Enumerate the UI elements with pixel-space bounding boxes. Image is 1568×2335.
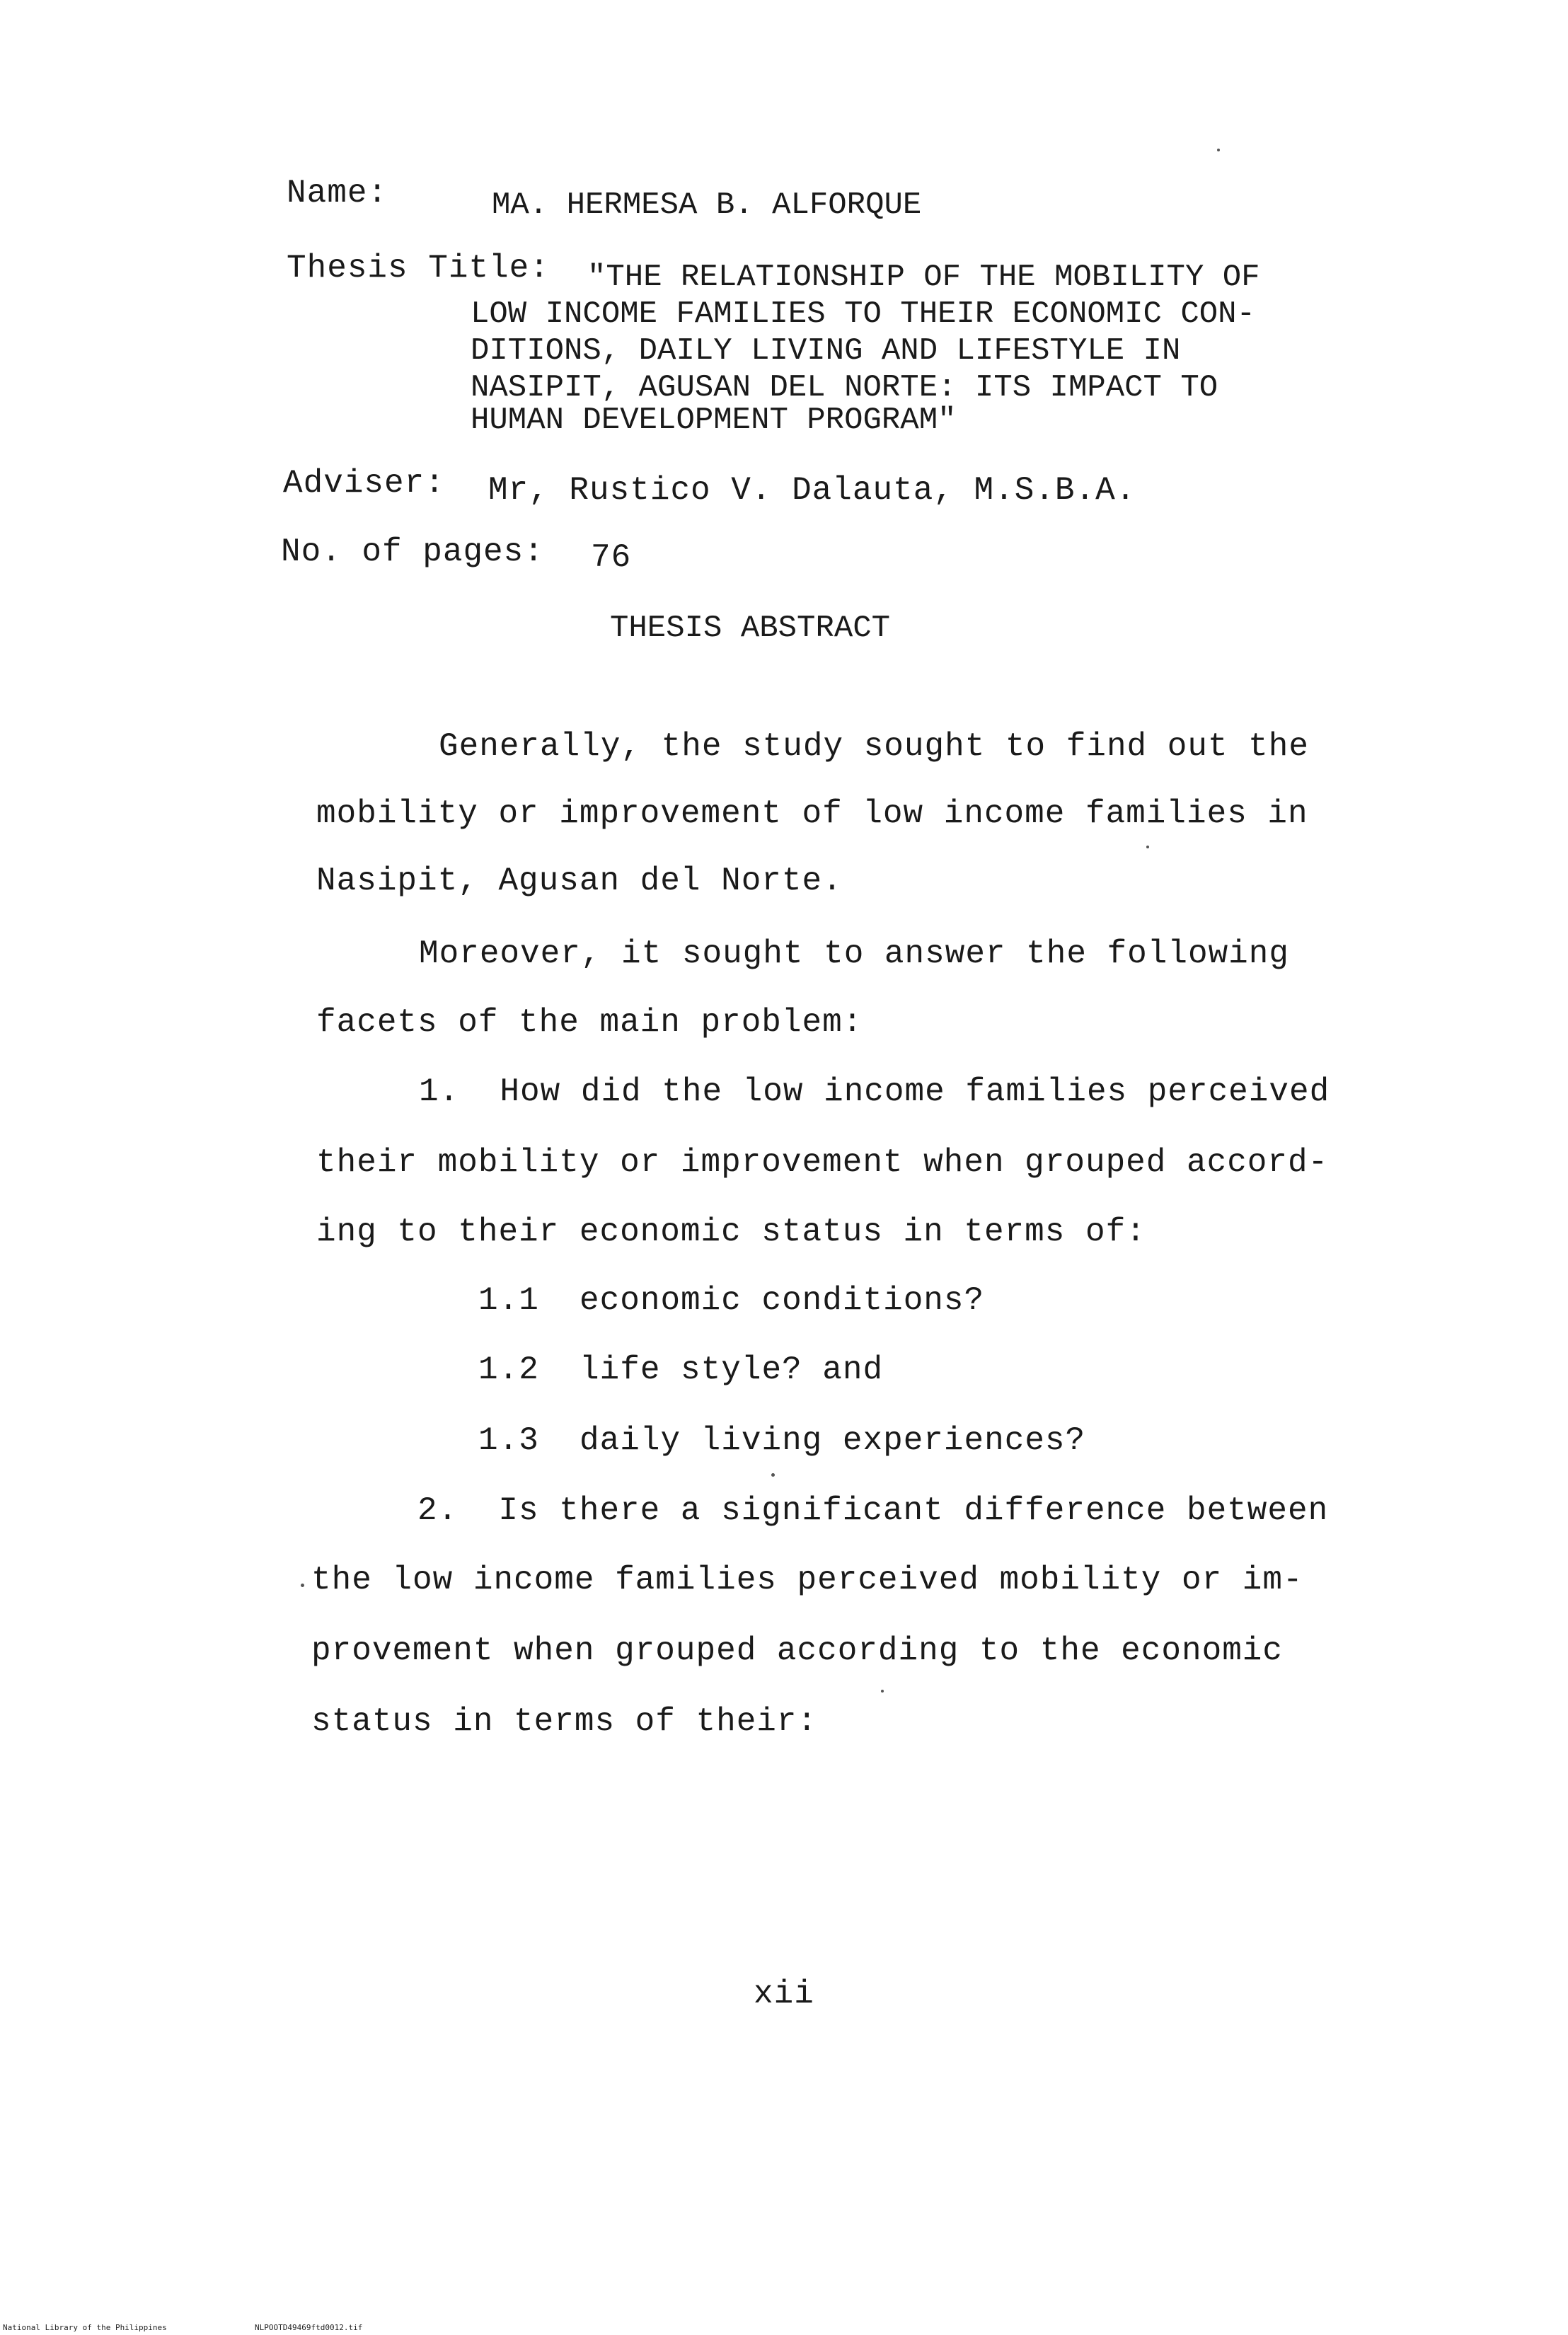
abstract-line: ing to their economic status in terms of: xyxy=(316,1213,1146,1250)
adviser-value: Mr, Rustico V. Dalauta, M.S.B.A. xyxy=(488,472,1136,509)
abstract-line: 1.2 life style? and xyxy=(478,1351,884,1388)
scan-speck xyxy=(301,1584,304,1587)
abstract-line: provement when grouped according to the economic xyxy=(311,1632,1284,1669)
abstract-line: Moreover, it sought to answer the following xyxy=(419,935,1289,972)
abstract-line: 1.3 daily living experiences? xyxy=(478,1422,1086,1459)
abstract-line: mobility or improvement of low income families in xyxy=(316,795,1308,832)
footer-library: National Library of the Philippines xyxy=(3,2323,167,2332)
name-label: Name: xyxy=(287,175,388,212)
abstract-line: Nasipit, Agusan del Norte. xyxy=(316,863,843,899)
abstract-line: their mobility or improvement when grouped accord- xyxy=(316,1144,1329,1181)
abstract-heading: THESIS ABSTRACT xyxy=(610,611,891,646)
abstract-line: Generally, the study sought to find out the xyxy=(439,728,1309,765)
abstract-line: 1.1 economic conditions? xyxy=(478,1282,985,1319)
adviser-label: Adviser: xyxy=(283,465,445,502)
thesis-title-line: LOW INCOME FAMILIES TO THEIR ECONOMIC CON- xyxy=(471,296,1255,332)
abstract-line: the low income families perceived mobility or im- xyxy=(311,1562,1303,1598)
scan-speck xyxy=(881,1690,884,1693)
scan-speck xyxy=(771,1473,775,1477)
abstract-line: status in terms of their: xyxy=(311,1703,818,1740)
footer-file: NLPOOTD49469ftd0012.tif xyxy=(255,2323,363,2332)
pages-value: 76 xyxy=(591,539,632,576)
abstract-line: facets of the main problem: xyxy=(316,1004,863,1041)
thesis-title-line: NASIPIT, AGUSAN DEL NORTE: ITS IMPACT TO xyxy=(471,370,1218,405)
pages-label: No. of pages: xyxy=(281,534,544,570)
scan-speck xyxy=(1217,149,1220,151)
abstract-line: 1. How did the low income families perceived xyxy=(419,1073,1330,1110)
thesis-title-line: "THE RELATIONSHIP OF THE MOBILITY OF xyxy=(587,260,1260,295)
page-number: xii xyxy=(754,1976,814,2012)
name-value: MA. HERMESA B. ALFORQUE xyxy=(492,188,922,223)
thesis-title-label: Thesis Title: xyxy=(287,250,550,287)
thesis-title-line: HUMAN DEVELOPMENT PROGRAM" xyxy=(471,403,957,438)
scan-speck xyxy=(1146,846,1149,848)
abstract-line: 2. Is there a significant difference between xyxy=(417,1492,1329,1529)
thesis-title-line: DITIONS, DAILY LIVING AND LIFESTYLE IN xyxy=(471,333,1181,369)
